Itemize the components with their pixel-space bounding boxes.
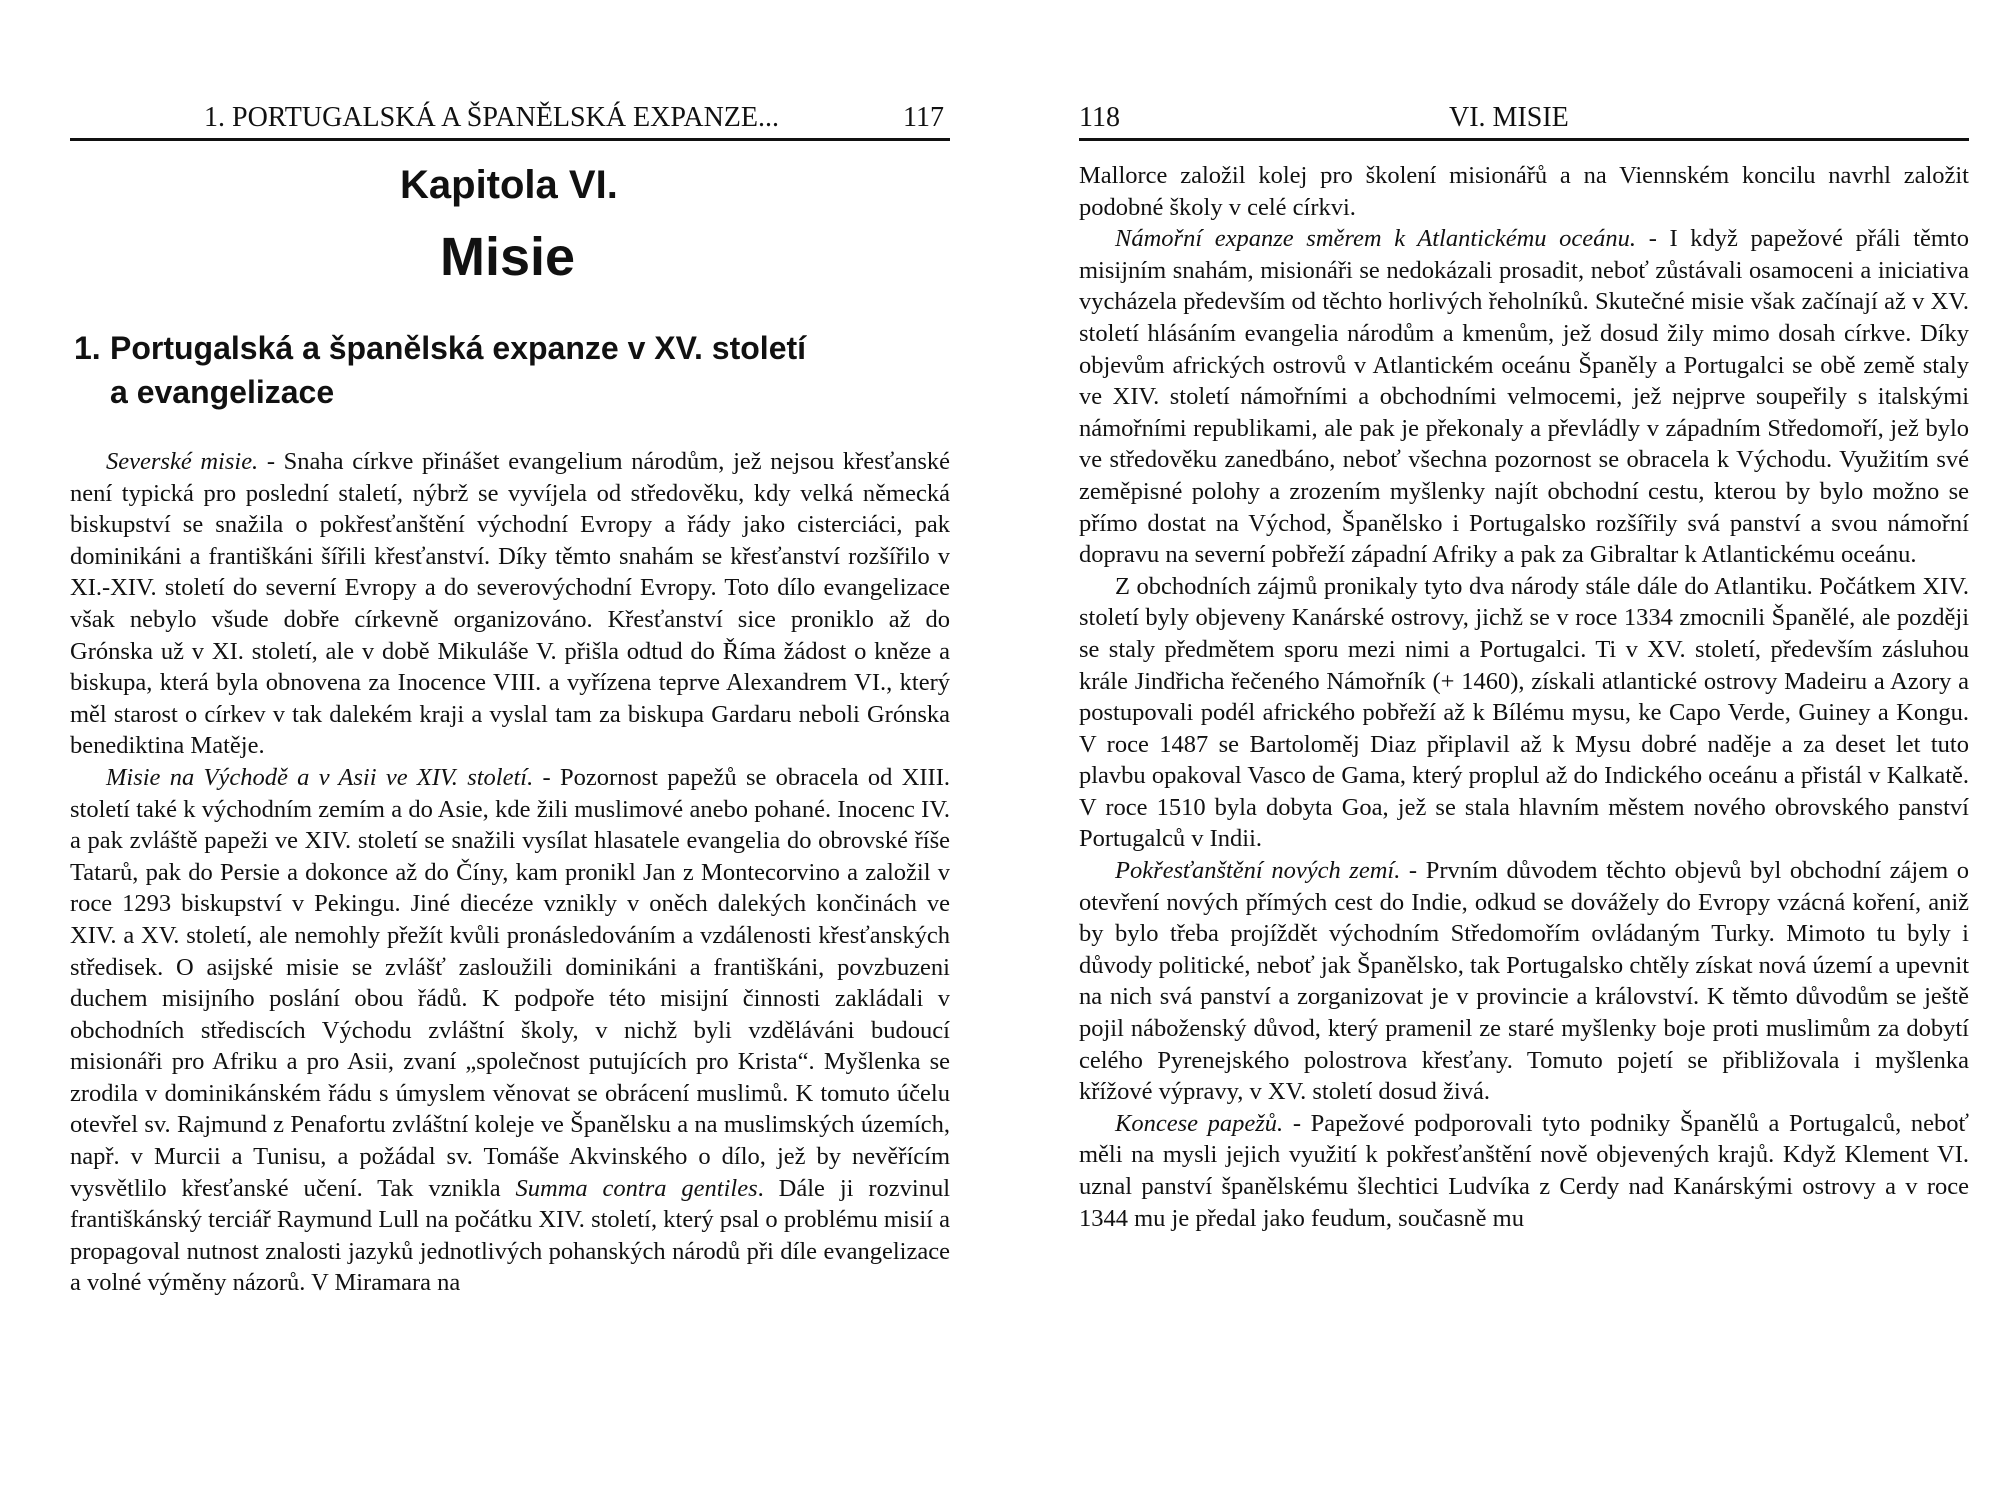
paragraph xyxy=(1079,1108,1969,1234)
paragraph xyxy=(70,446,950,762)
running-title: VI. MISIE xyxy=(1449,102,1569,133)
running-head-left xyxy=(70,98,950,141)
paragraph-text: - Snaha církve přinášet evangelium národům, jež nejsou křesťanské není typická pro poslední staletí, nýbrž se vyvíjela od středověku, kdy velká německá biskupství se snažila o pokřesťanštění východní Evropy a řády jako cisterciáci, pak dominikáni a františkáni šířili křesťanství. Díky těmto snahám se křesťanství rozšířilo v XI.-XIV. století do severní Evropy a do severovýchodní Evropy. Toto dílo evangelizace však nebylo všude dobře církevně organizováno. Křesťanství sice proniklo až do Grónska už v XI. století, ale v době Mikuláše V. přišla odtud do Říma žádost o kněze a biskupa, která byla obnovena za Inocence VIII. a vyřízena teprve Alexandrem VI., který měl starost o církev v tak dalekém kraji a vyslal tam za biskupa Gardaru neboli Grónska benediktina Matěje. xyxy=(70,448,950,760)
paragraph-text-continued: . Dále ji rozvinul františkánský terciář Raymund Lull na počátku XIV. století, který psal o problému misií a propagoval nutnost znalosti jazyků jednotlivých pohanských národů při díle evangelizace a volné výměny názorů. V Miramara na xyxy=(70,1174,951,1297)
paragraph xyxy=(1079,571,1969,855)
body-text-left xyxy=(70,446,950,1299)
section-title-line2: a evangelizace xyxy=(110,374,335,410)
paragraph-text: - Prvním důvodem těchto objevů byl obchodní zájem o otevření nových přímých cest do Indie, odkud se dovážely do Evropy vzácná koření, aniž by bylo třeba projíždět východním Středomořím ovládaným Turky. Mimoto tu byly i důvody politické, neboť jak Španělsko, tak Portugalsko chtěly získat nová území a upevnit na nich svá panství a zorganizovat je v provincie a království. K těmto důvodům se ještě pojil náboženský důvod, který pramenil ze staré myšlenky boje proti muslimům za dobytí celého Pyrenejského polostrova křesťany. Tomuto pojetí se přibližovala i myšlenka křížové výpravy, v XV. století dosud živá. xyxy=(1079,857,1969,1106)
paragraph-lead: Misie na Východě a v Asii ve XIV. století. xyxy=(106,763,534,791)
page-number: 118 xyxy=(1079,102,1120,133)
section-title-line1: Portugalská a španělská expanze v XV. století xyxy=(110,330,807,366)
paragraph xyxy=(70,762,950,1299)
book-title: Summa contra gentiles xyxy=(515,1174,758,1202)
section-heading xyxy=(74,326,944,414)
paragraph-lead: Pokřesťanštění nových zemí. xyxy=(1115,857,1401,885)
paragraph xyxy=(1079,160,1969,223)
paragraph-lead: Námořní expanze směrem k Atlantickému oceánu. xyxy=(1115,225,1637,253)
paragraph-text: Mallorce založil kolej pro školení misionářů a na Viennském koncilu navrhl založit podobné školy v celé církvi. xyxy=(1079,162,1969,221)
page-number: 117 xyxy=(903,102,944,133)
paragraph xyxy=(1079,223,1969,571)
paragraph-text: - I když papežové přáli těmto misijním snahám, misionáři se nedokázali prosadit, neboť zůstávali osamoceni a iniciativa vycházela především od těchto horlivých řeholníků. Skutečné misie však začínají až v XV. století hlásáním evangelia národům a kmenům, jež dosud žily mimo dosah církve. Díky objevům afrických ostrovů v Atlantickém oceánu Španěly a Portugalci se obě země staly ve XIV. století námořními a obchodními velmocemi, jež nejprve soupeřily s italskými námořními republikami, ale pak je překonaly a převládly v západním Středomoří, jež bylo ve středověku zanedbáno, neboť všechna pozornost se obracela k Východu. Využitím své zeměpisné polohy a zrozením myšlenky najít obchodní cestu, kterou by bylo možno se přímo dostat na Východ, Španělsko i Portugalsko rozšířily svá panství a svou námořní dopravu na severní pobřeží západní Afriky a pak za Gibraltar k Atlantickému oceánu. xyxy=(1079,225,1969,569)
section-number: 1. xyxy=(74,330,101,366)
right-page xyxy=(1003,0,2006,1500)
paragraph-text: - Pozornost papežů se obracela od XIII. století také k východním zemím a do Asie, kde žili muslimové anebo pohané. Inocenc IV. a pak zvláště papeži ve XIV. století se snažili vysílat hlasatele evangelia do obrovské říše Tatarů, pak do Persie a dokonce až do Číny, kam pronikl Jan z Montecorvino a založil v roce 1293 biskupství v Pekingu. Jiné diecéze vznikly v oněch dalekých končinách ve XIV. a XV. století, ale nemohly přežít kvůli pronásledováním a vzdálenosti křesťanských středisek. O asijské misie se zvlášť zasloužili dominikáni a františkáni, povzbuzeni duchem misijního poslání obou řádů. K podpoře této misijní činnosti zakládali v obchodních střediscích Východu zvláštní školy, v nichž byli vzděláváni budoucí misionáři pro Afriku a pro Asii, zvaní „společnost putujících pro Krista“. Myšlenka se zrodila v dominikánském řádu s úmyslem věnovat se obrácení muslimů. K tomuto účelu otevřel sv. Rajmund z Penafortu zvláštní koleje ve Španělsku a na muslimských územích, např. v Murcii a Tunisu, a požádal sv. Tomáše Akvinského o dílo, jež by nevěřícím vysvětlilo křesťanské učení. Tak vznikla xyxy=(70,763,950,1202)
paragraph-lead: Severské misie. xyxy=(106,448,259,475)
paragraph-lead: Koncese papežů. xyxy=(1115,1109,1284,1137)
paragraph xyxy=(1079,855,1969,1108)
chapter-title: Misie xyxy=(440,227,576,287)
running-head-right xyxy=(1079,98,1969,141)
paragraph-text: Z obchodních zájmů pronikaly tyto dva národy stále dále do Atlantiku. Počátkem XIV. století byly objeveny Kanárské ostrovy, jichž se v roce 1334 zmocnili Španělé, ale později se staly předmětem sporu mezi nimi a Portugalci. Ti v XV. století, především zásluhou krále Jindřicha řečeného Námořník (+ 1460), získali atlantické ostrovy Madeiru a Azory a postupovali podél afrického pobřeží až k Bílému mysu, ke Capo Verde, Guiney a Kongu. V roce 1487 se Bartoloměj Diaz připlavil až k Mysu dobré naděje a za deset let tuto plavbu opakoval Vasco de Gama, který proplul až do Indického oceánu a přistál v Kalkatě. V roce 1510 byla dobyta Goa, jež se stala hlavním městem nového obrovského panství Portugalců v Indii. xyxy=(1079,572,1969,853)
paragraph-text: - Papežové podporovali tyto podniky Španělů a Portugalců, neboť měli na mysli jejich využití k pokřesťanštění nově objevených krajů. Když Klement VI. uznal panství španělskému šlechtici Ludvíka z Cerdy nad Kanárskými ostrovy a v roce 1344 mu je předal jako feudum, současně mu xyxy=(1079,1109,1969,1232)
running-title: 1. PORTUGALSKÁ A ŠPANĚLSKÁ EXPANZE... xyxy=(204,102,780,133)
body-text-right xyxy=(1079,160,1969,1234)
chapter-label: Kapitola VI. xyxy=(400,163,618,207)
